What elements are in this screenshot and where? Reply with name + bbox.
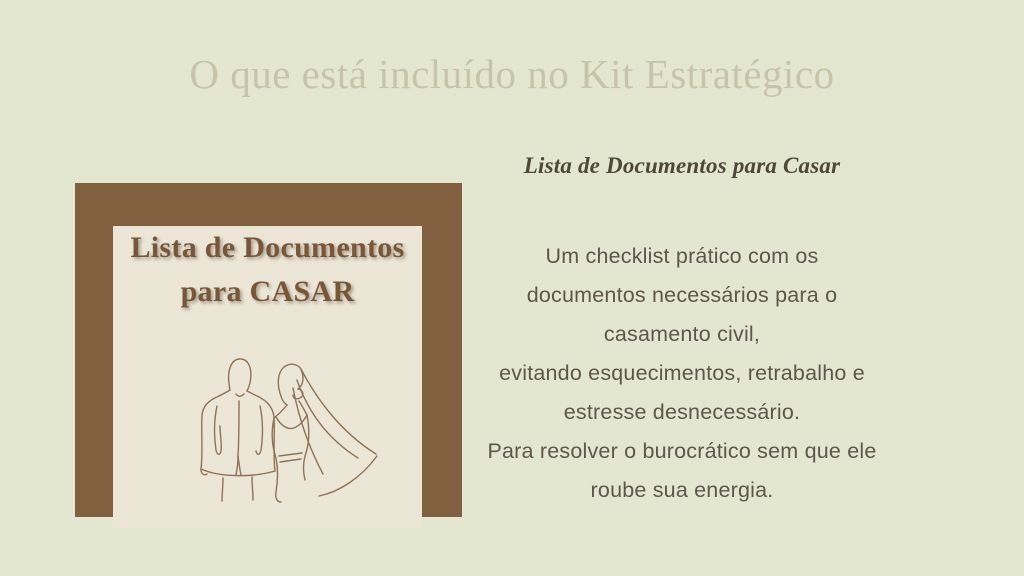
- card-title-line2: para CASAR: [180, 275, 355, 308]
- card-title: [113, 226, 422, 314]
- body-line: estresse desnecessário.: [563, 400, 801, 424]
- content-body: [462, 237, 902, 510]
- content-column: [462, 150, 902, 510]
- body-line: Um checklist prático com os: [545, 244, 819, 268]
- body-line: evitando esquecimentos, retrabalho e: [499, 361, 865, 385]
- slide-title: O que está incluído no Kit Estratégico: [189, 51, 835, 97]
- bride-and-groom-illustration-icon: [193, 356, 383, 506]
- product-card: [75, 183, 462, 517]
- card-title-line1: Lista de Documentos: [130, 231, 405, 264]
- body-line: casamento civil,: [603, 322, 761, 346]
- body-line: roube sua energia.: [590, 478, 774, 502]
- body-line: documentos necessários para o: [526, 283, 838, 307]
- card-panel: [113, 226, 422, 528]
- body-line: Para resolver o burocrático sem que ele: [487, 439, 877, 463]
- content-heading: Lista de Documentos para Casar: [523, 153, 841, 178]
